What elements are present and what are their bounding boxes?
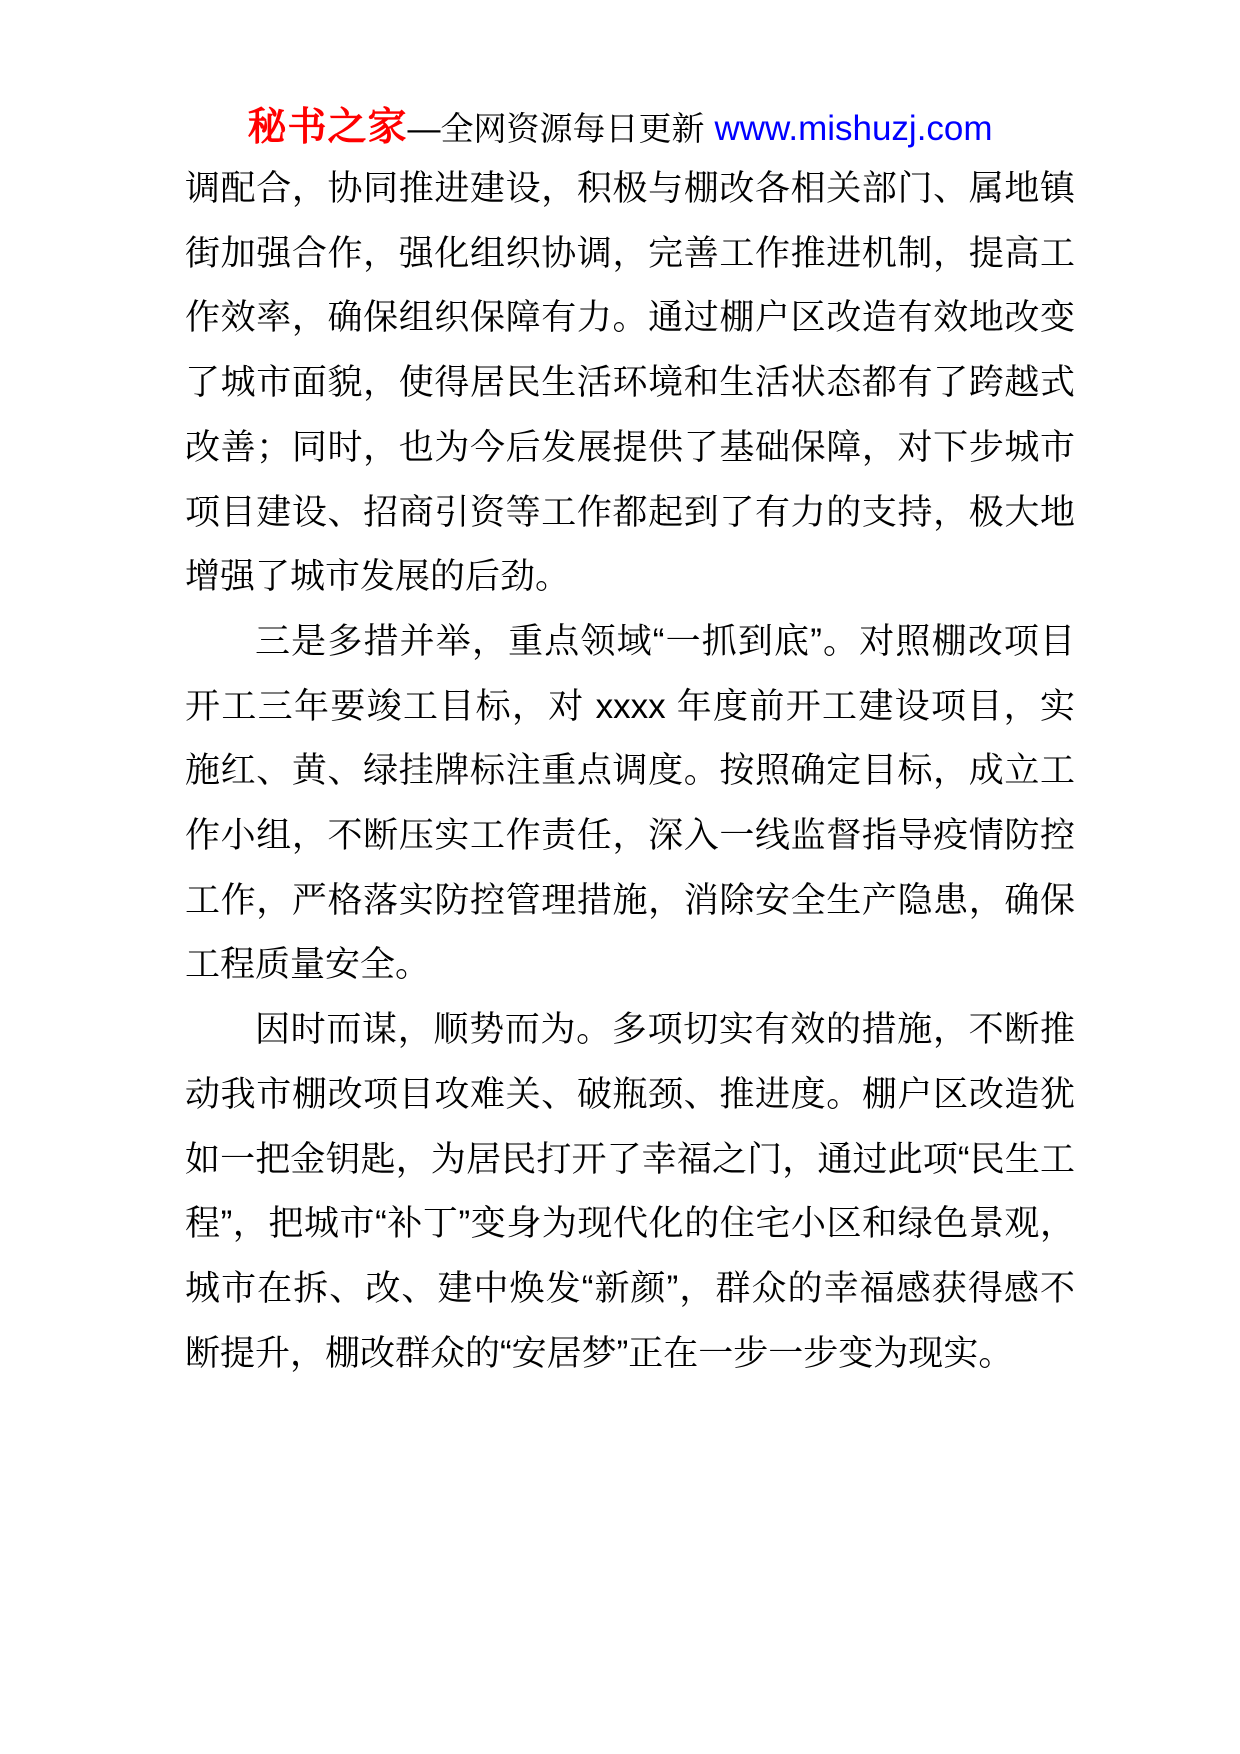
site-header bbox=[0, 0, 1240, 157]
paragraph-1: 调配合，协同推进建设，积极与棚改各相关部门、属地镇街加强合作，强化组织协调，完善工作推进机制，提高工作效率，确保组织保障有力。通过棚户区改造有效地改变了城市面貌，使得居民生活环境和生活状态都有了跨越式改善；同时，也为今后发展提供了基础保障，对下步城市项目建设、招商引资等工作都起到了有力的支持，极大地增强了城市发展的后劲。 bbox=[185, 169, 1075, 597]
site-brand: 秘书之家 bbox=[247, 106, 408, 149]
site-tagline: —全网资源每日更新 bbox=[407, 110, 705, 147]
paragraph-3: 因时而谋，顺势而为。多项切实有效的措施，不断推动我市棚改项目攻难关、破瓶颈、推进度。棚户区改造犹如一把金钥匙，为居民打开了幸福之门，通过此项“民生工程”，把城市“补丁”变身为现代化的住宅小区和绿色景观，城市在拆、改、建中焕发“新颜”，群众的幸福感获得感不断提升，棚改群众的“安居梦”正在一步一步变为现实。 bbox=[185, 1010, 1075, 1373]
site-url-link[interactable]: www.mishuzj.com bbox=[714, 109, 993, 148]
paragraph-2: 三是多措并举，重点领域“一抓到底”。对照棚改项目开工三年要竣工目标，对 xxxx 年度前开工建设项目，实施红、黄、绿挂牌标注重点调度。按照确定目标，成立工作小组，不断压实工作责任，深入一线监督指导疫情防控工作，严格落实防控管理措施，消除安全生产隐患，确保工程质量安全。 bbox=[185, 621, 1076, 985]
document-body bbox=[185, 157, 1075, 1386]
